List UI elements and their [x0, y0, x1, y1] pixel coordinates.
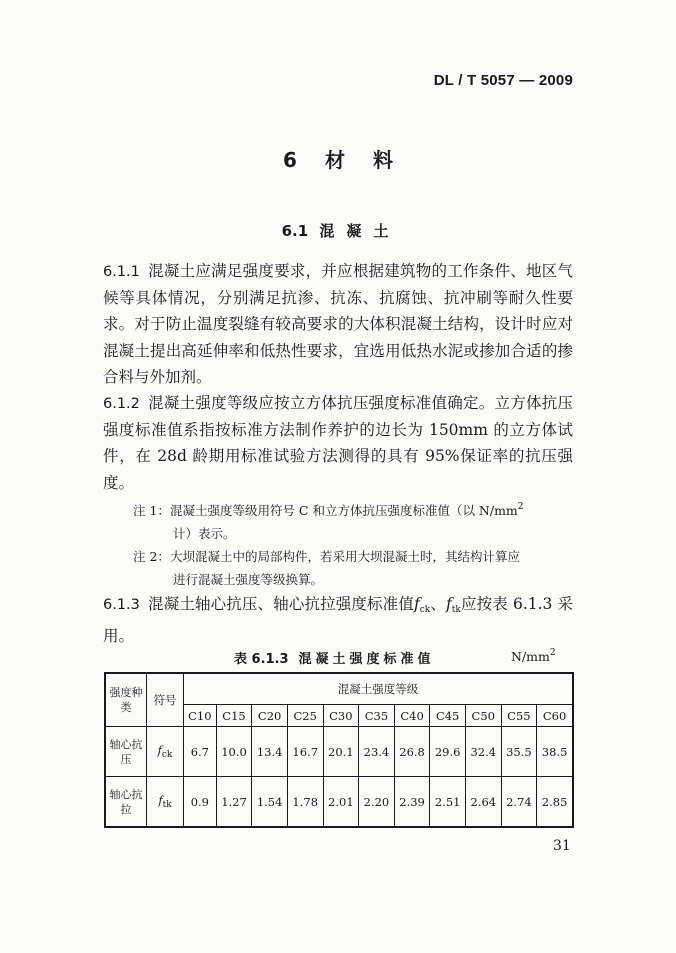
value-cell: 38.5	[537, 727, 573, 777]
value-cell: 0.9	[184, 777, 217, 828]
clause-number: 6.1.3	[103, 596, 140, 613]
body-text	[103, 258, 573, 649]
section-title-char-2: 凝	[346, 222, 362, 240]
value-cell: 2.51	[430, 777, 466, 828]
row-type	[105, 727, 147, 777]
clause-text-after: 应按表 6.1.3 采用。	[103, 594, 573, 646]
clause-6-1-2	[103, 390, 573, 496]
symbol-subscript: tk	[162, 800, 172, 810]
row-symbol	[147, 777, 184, 828]
row-symbol	[147, 727, 184, 777]
note-line-2: 计）表示。	[173, 525, 236, 541]
note-label: 注 1：	[133, 502, 170, 518]
value-cell: 10.0	[216, 727, 252, 777]
chapter-title-char-2: 料	[372, 148, 393, 172]
table-row	[105, 777, 573, 828]
clause-text: 混凝土强度等级应按立方体抗压强度标准值确定。立方体抗压强度标准值系指按标准方法制作养护的边长为 150mm 的立方体试件，在 28d 龄期用标准试验方法测得的具有 95%保证率的抗压强度。	[103, 394, 573, 492]
value-cell: 2.64	[465, 777, 501, 828]
note-superscript: 2	[517, 501, 524, 512]
grade-cell: C30	[323, 705, 359, 727]
grade-cell: C55	[501, 705, 537, 727]
note-1	[103, 496, 573, 545]
header-strength-type: 强度种类	[105, 673, 147, 727]
value-cell: 26.8	[394, 727, 430, 777]
grade-cell: C15	[216, 705, 252, 727]
unit-text: N/mm	[511, 649, 550, 664]
header-grade-group: 混凝土强度等级	[184, 673, 574, 705]
symbol-subscript: ck	[161, 750, 173, 760]
row-type-text: 轴心抗压	[109, 737, 143, 766]
note-line-2: 进行混凝土强度等级换算。	[173, 571, 324, 587]
chapter-heading	[0, 144, 676, 173]
section-title-char-3: 土	[373, 222, 389, 240]
table-row	[105, 727, 573, 777]
symbol-letter: f	[446, 594, 452, 613]
clause-6-1-1	[103, 258, 573, 390]
table-title: 混凝土强度标准值	[298, 652, 435, 667]
clause-number: 6.1.1	[103, 264, 140, 280]
value-cell: 2.01	[323, 777, 359, 828]
grade-cell: C10	[184, 705, 217, 727]
page-number: 31	[553, 838, 571, 854]
value-cell: 23.4	[359, 727, 395, 777]
section-title-char-1: 混	[319, 222, 335, 240]
value-cell: 29.6	[430, 727, 466, 777]
value-cell: 32.4	[465, 727, 501, 777]
symbol-subscript: ck	[419, 604, 431, 615]
table-header-row	[105, 673, 573, 705]
note-2	[103, 545, 573, 591]
chapter-title-char-1: 材	[324, 148, 345, 172]
clause-text-before: 混凝土轴心抗压、轴心抗拉强度标准值	[147, 594, 414, 613]
separator: 、	[430, 594, 447, 613]
note-line-1: 大坝混凝土中的局部构件，若采用大坝混凝土时，其结构计算应	[169, 548, 520, 564]
strength-table	[104, 672, 574, 828]
symbol-letter: f	[158, 793, 163, 807]
row-type	[105, 777, 147, 828]
section-number: 6.1	[281, 222, 309, 240]
clause-6-1-3	[103, 591, 573, 649]
grade-cell: C20	[252, 705, 288, 727]
section-heading	[0, 220, 676, 241]
chapter-number: 6	[283, 148, 297, 172]
grade-cell: C25	[287, 705, 323, 727]
symbol-letter: f	[157, 743, 162, 757]
symbol-fck	[414, 595, 430, 613]
value-cell: 13.4	[252, 727, 288, 777]
table-unit	[511, 648, 556, 664]
note-label: 注 2：	[133, 548, 170, 564]
value-cell: 2.85	[537, 777, 573, 828]
table-caption	[234, 648, 435, 667]
symbol-ftk	[446, 595, 461, 613]
grade-cell: C50	[465, 705, 501, 727]
value-cell: 1.78	[287, 777, 323, 828]
value-cell: 2.74	[501, 777, 537, 828]
standard-code: DL / T 5057 — 2009	[433, 72, 573, 89]
value-cell: 2.20	[359, 777, 395, 828]
grade-cell: C35	[359, 705, 395, 727]
grade-cell: C60	[537, 705, 573, 727]
value-cell: 20.1	[323, 727, 359, 777]
grade-cell: C45	[430, 705, 466, 727]
table-number: 表 6.1.3	[234, 652, 289, 667]
value-cell: 1.54	[252, 777, 288, 828]
grade-cell: C40	[394, 705, 430, 727]
clause-number: 6.1.2	[103, 396, 140, 413]
unit-superscript: 2	[549, 648, 556, 658]
value-cell: 16.7	[287, 727, 323, 777]
note-line-1: 混凝土强度等级用符号 C 和立方体抗压强度标准值（以 N/mm	[169, 502, 518, 518]
header-symbol: 符号	[147, 673, 184, 727]
symbol-subscript: tk	[451, 604, 461, 615]
value-cell: 2.39	[394, 777, 430, 828]
value-cell: 35.5	[501, 727, 537, 777]
value-cell: 1.27	[216, 777, 252, 828]
clause-text: 混凝土应满足强度要求，并应根据建筑物的工作条件、地区气候等具体情况，分别满足抗渗、抗冻、抗腐蚀、抗冲刷等耐久性要求。对于防止温度裂缝有较高要求的大体积混凝土结构，设计时应对混凝土提出高延伸率和低热性要求，宜选用低热水泥或掺加合适的掺合料与外加剂。	[103, 262, 573, 386]
row-type-text: 轴心抗拉	[109, 787, 143, 816]
symbol-letter: f	[413, 594, 420, 613]
value-cell: 6.7	[184, 727, 217, 777]
